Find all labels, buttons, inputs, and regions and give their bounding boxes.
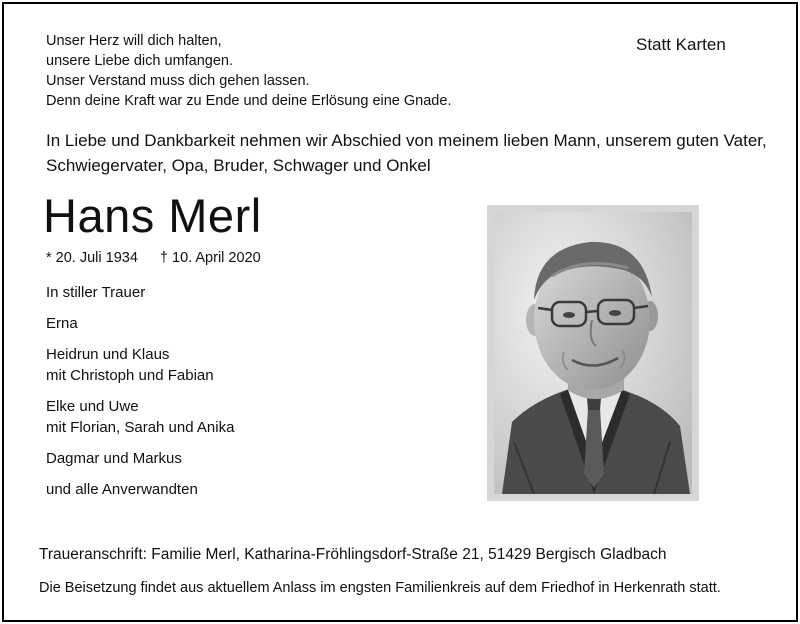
statt-karten-label: Statt Karten [636, 35, 726, 54]
life-dates [46, 250, 261, 266]
poem-line: Denn deine Kraft war zu Ende und deine Erlösung eine Gnade. [46, 93, 452, 109]
deceased-name: Hans Merl [43, 189, 262, 242]
mourner-group [46, 282, 234, 303]
portrait-photo [487, 205, 699, 501]
mourning-address: Traueranschrift: Familie Merl, Katharina-Fröhlingsdorf-Straße 21, 51429 Bergisch Gladbach [39, 546, 667, 563]
mourner-line: Heidrun und Klaus [46, 346, 170, 363]
mourner-line: Dagmar und Markus [46, 450, 182, 467]
mourner-line: mit Florian, Sarah und Anika [46, 419, 235, 436]
mourner-line: und alle Anverwandten [46, 481, 198, 498]
intro-text [46, 128, 767, 178]
death-date: † 10. April 2020 [159, 250, 261, 266]
birth-date: * 20. Juli 1934 [46, 250, 138, 266]
poem-line: Unser Herz will dich halten, [46, 33, 222, 49]
portrait-image [494, 212, 692, 494]
mourner-group [46, 313, 234, 334]
mourner-group [46, 396, 234, 438]
intro-line: In Liebe und Dankbarkeit nehmen wir Abschied von meinem lieben Mann, unserem guten Vater, [46, 131, 767, 150]
mourner-line: Erna [46, 315, 78, 332]
mourner-line: mit Christoph und Fabian [46, 367, 214, 384]
mourner-group [46, 448, 234, 469]
poem-line: unsere Liebe dich umfangen. [46, 53, 234, 69]
poem-line: Unser Verstand muss dich gehen lassen. [46, 73, 310, 89]
intro-line: Schwiegervater, Opa, Bruder, Schwager und Onkel [46, 156, 431, 175]
mourners-list [46, 282, 234, 510]
burial-note: Die Beisetzung findet aus aktuellem Anlass im engsten Familienkreis auf dem Friedhof in Herkenrath statt. [39, 580, 721, 596]
mourner-line: In stiller Trauer [46, 284, 146, 301]
mourner-group [46, 344, 234, 386]
poem [46, 31, 451, 111]
mourner-line: Elke und Uwe [46, 398, 139, 415]
mourner-group [46, 479, 234, 500]
